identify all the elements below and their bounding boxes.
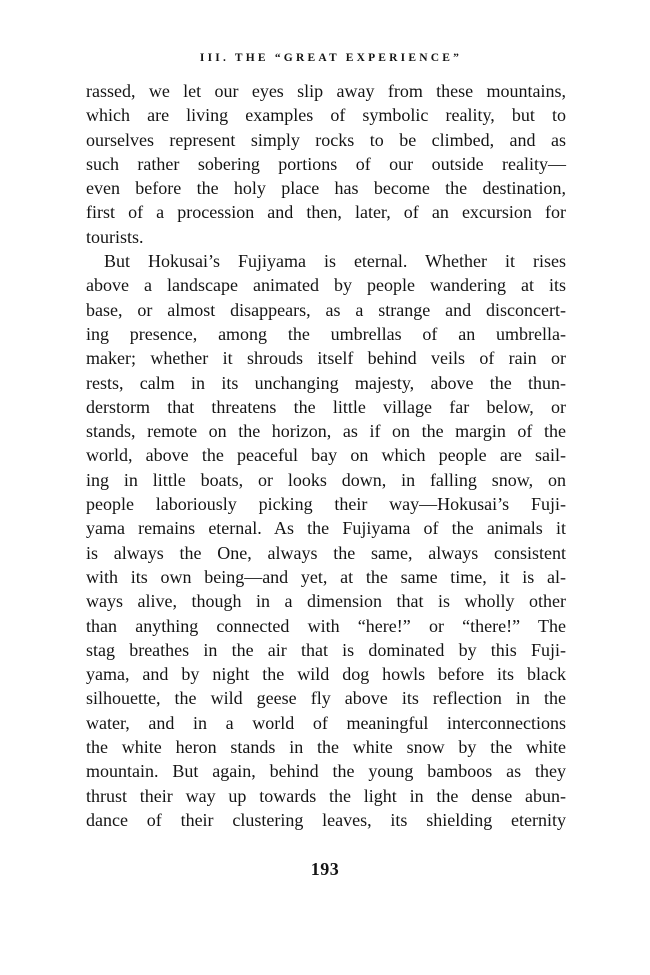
text-line: ourselves represent simply rocks to be climbed, and as <box>86 129 566 150</box>
text-line: silhouette, the wild geese fly above its reflection in the <box>86 688 566 709</box>
text-line: ing in little boats, or looks down, in falling snow, on <box>86 469 566 490</box>
text-line: the white heron stands in the white snow by the white <box>86 737 566 758</box>
text-line: But Hokusai’s Fujiyama is eternal. Whether it rises <box>104 251 566 272</box>
text-line: above a landscape animated by people wandering at its <box>86 275 566 296</box>
text-line: even before the holy place has become the destination, <box>86 178 566 199</box>
text-line: rassed, we let our eyes slip away from these mountains, <box>86 81 566 101</box>
text-line: ing presence, among the umbrellas of an umbrella- <box>86 323 566 344</box>
body-text <box>86 79 566 832</box>
running-head: III. THE “GREAT EXPERIENCE” <box>199 52 463 64</box>
text-line: people laboriously picking their way—Hokusai’s Fuji- <box>86 494 566 515</box>
text-line: stands, remote on the horizon, as if on the margin of the <box>86 421 566 442</box>
text-line: with its own being—and yet, at the same time, it is al- <box>86 566 566 587</box>
book-page <box>86 52 566 832</box>
text-line: derstorm that threatens the little village far below, or <box>86 396 566 417</box>
text-line: such rather sobering portions of our outside reality— <box>86 153 566 174</box>
text-line: stag breathes in the air that is dominated by this Fuji- <box>86 639 566 660</box>
text-line: yama remains eternal. As the Fujiyama of the animals it <box>86 518 566 539</box>
text-line: dance of their clustering leaves, its shielding eternity <box>86 809 566 830</box>
text-line: thrust their way up towards the light in the dense abun- <box>86 785 566 806</box>
text-line: yama, and by night the wild dog howls before its black <box>86 664 566 685</box>
text-line: rests, calm in its unchanging majesty, above the thun- <box>86 372 566 393</box>
text-line: ways alive, though in a dimension that is wholly other <box>86 591 566 612</box>
text-line: base, or almost disappears, as a strange and disconcert- <box>86 299 566 320</box>
text-line: than anything connected with “here!” or “there!” The <box>86 615 566 636</box>
text-line: tourists. <box>86 226 144 247</box>
text-line: first of a procession and then, later, of an excursion for <box>86 202 566 223</box>
text-line: water, and in a world of meaningful interconnections <box>86 712 566 733</box>
page-number: 193 <box>310 859 340 879</box>
text-line: world, above the peaceful bay on which people are sail- <box>86 445 566 466</box>
text-line: maker; whether it shrouds itself behind veils of rain or <box>86 348 566 369</box>
text-line: which are living examples of symbolic reality, but to <box>86 105 566 126</box>
text-line: mountain. But again, behind the young bamboos as they <box>86 761 566 782</box>
text-line: is always the One, always the same, always consistent <box>86 542 566 563</box>
